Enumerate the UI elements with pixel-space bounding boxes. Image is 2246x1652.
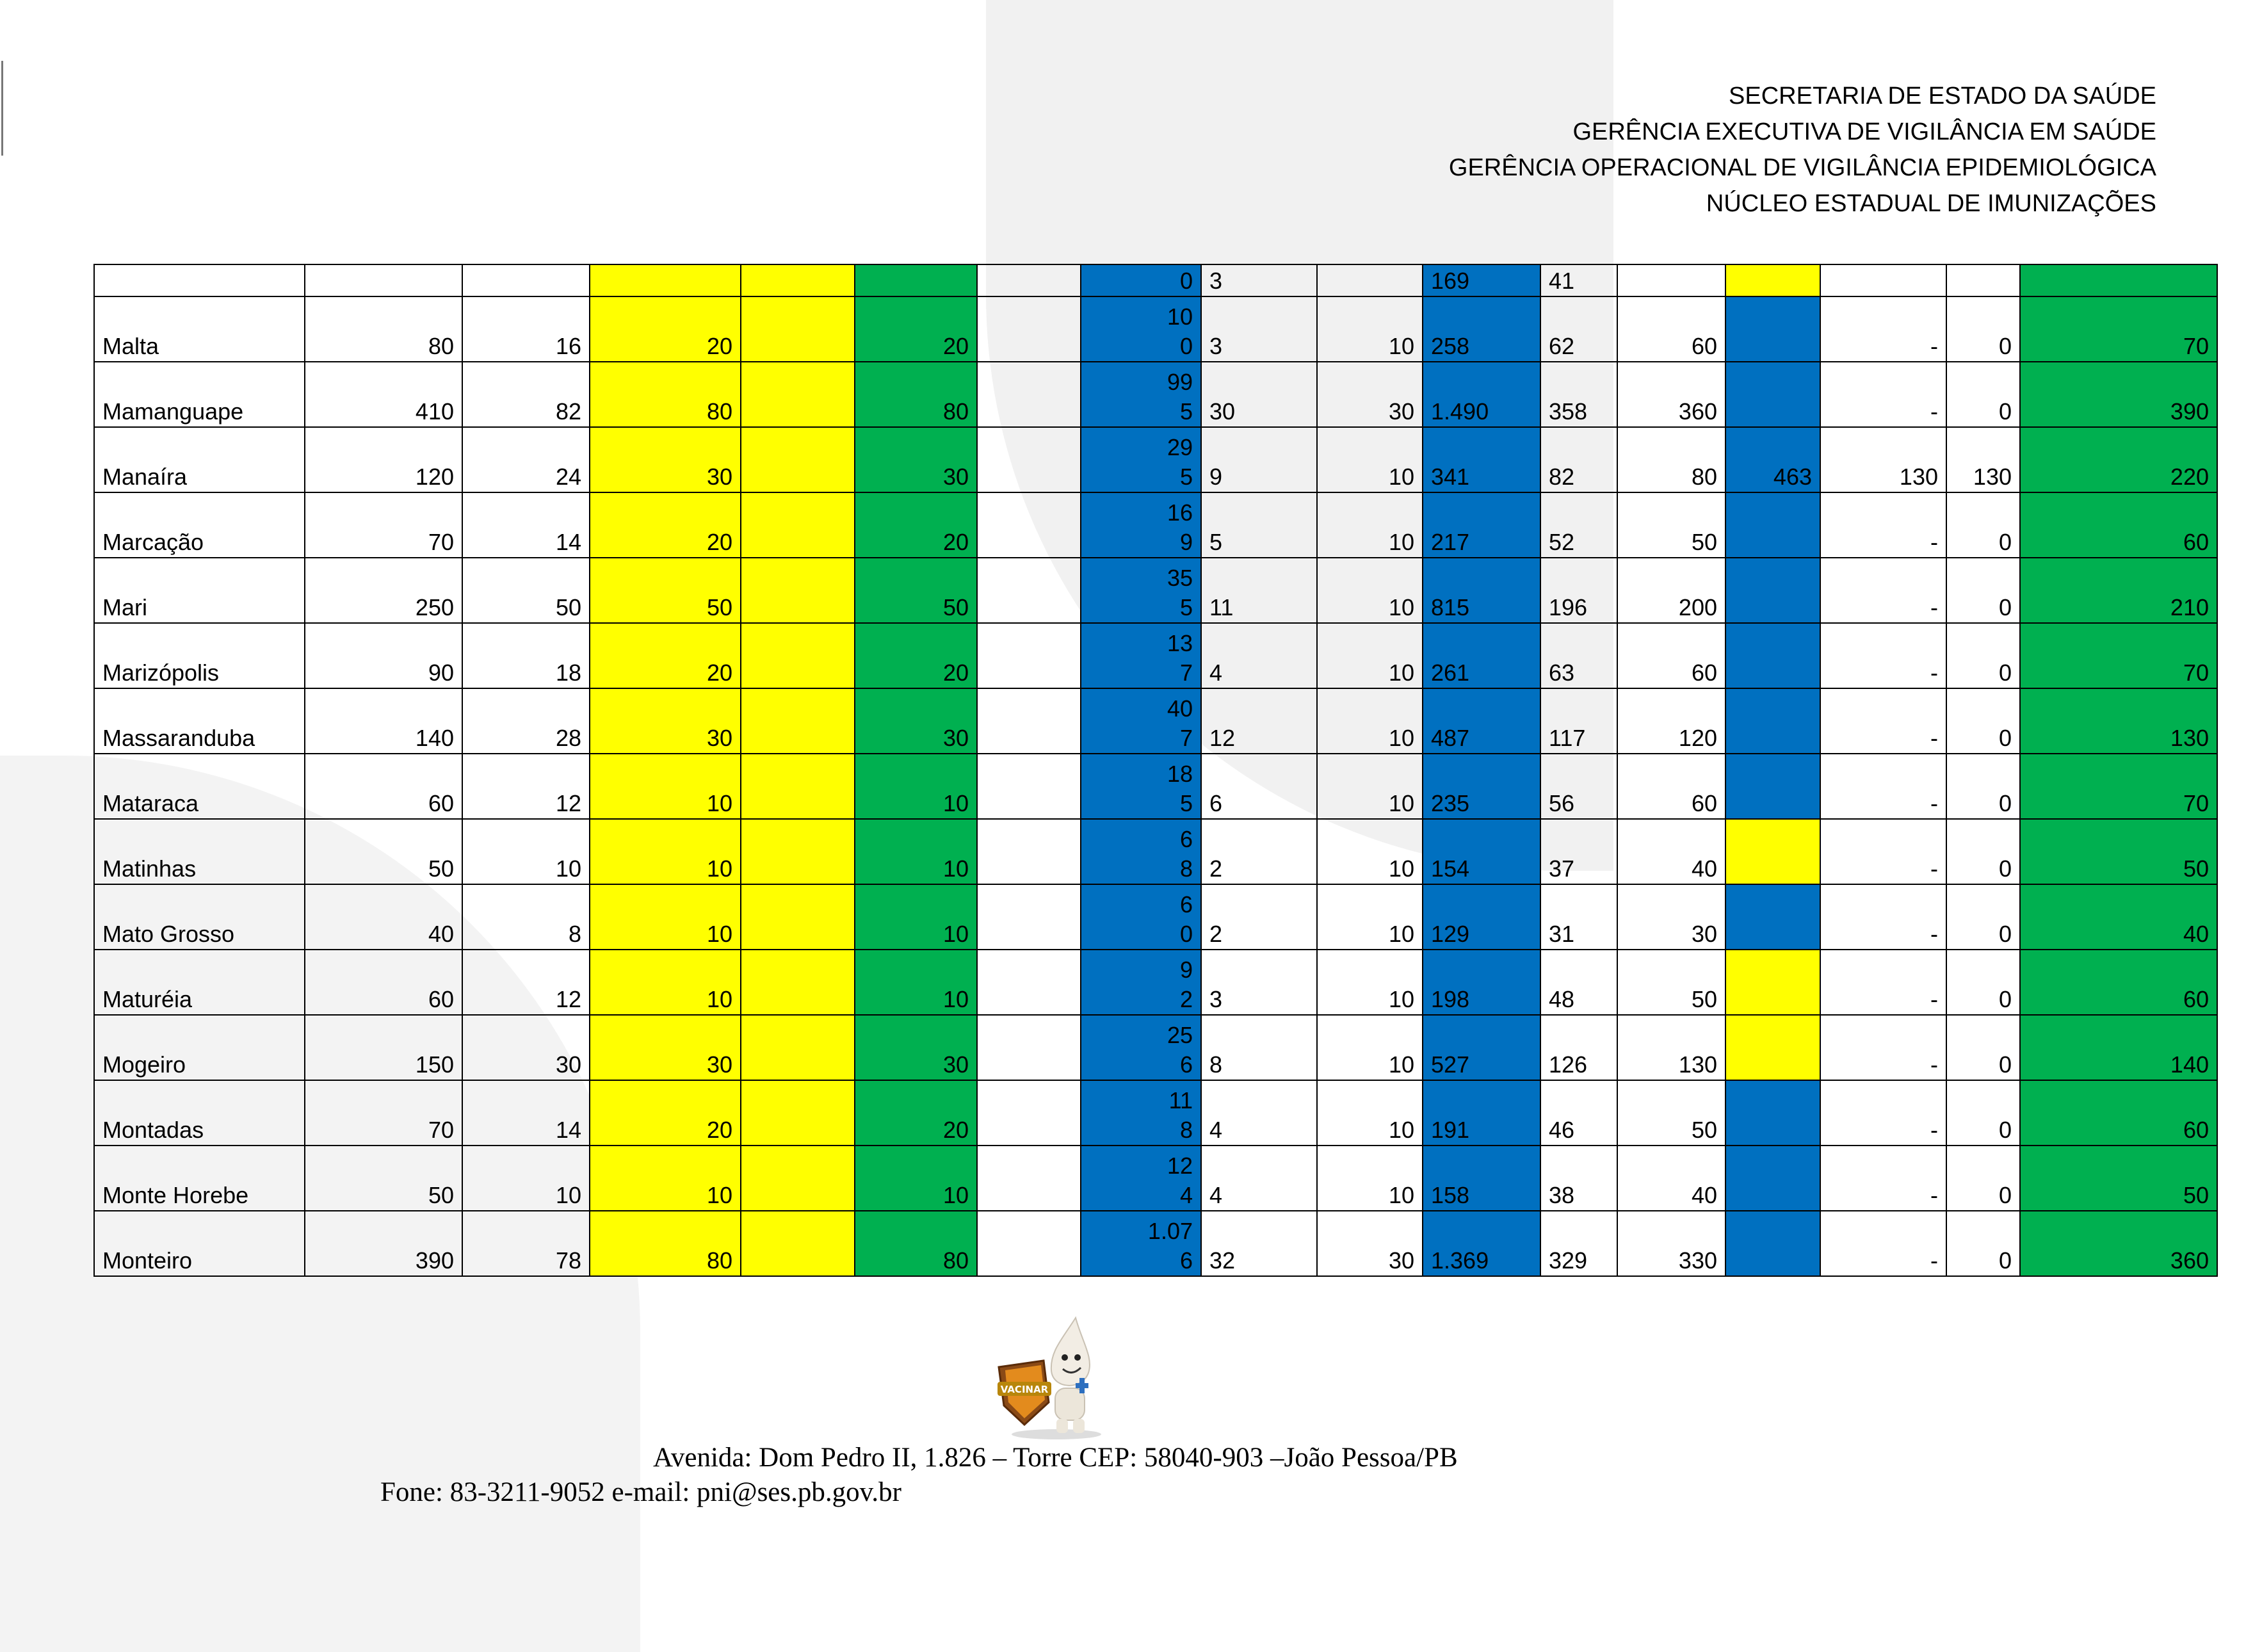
- table-cell: 10: [1317, 427, 1423, 492]
- table-cell: 60: [305, 950, 462, 1015]
- table-cell: 158: [1423, 1146, 1540, 1211]
- table-cell: 37: [1540, 819, 1617, 884]
- table-cell: 527: [1423, 1015, 1540, 1080]
- table-cell: 0: [1946, 754, 2020, 819]
- table-cell: [1725, 362, 1820, 427]
- table-cell: 18 5: [1081, 754, 1201, 819]
- table-cell: [462, 264, 590, 296]
- table-cell: 10: [1317, 492, 1423, 558]
- table-cell: 10: [462, 1146, 590, 1211]
- table-cell: 20: [590, 623, 741, 688]
- table-cell: 40: [1617, 819, 1725, 884]
- table-row: [94, 1015, 2217, 1080]
- table-cell: -: [1820, 362, 1946, 427]
- table-cell: -: [1820, 492, 1946, 558]
- table-cell: [741, 623, 855, 688]
- table-cell: 2: [1201, 884, 1317, 950]
- table-cell: [977, 492, 1081, 558]
- table-cell: -: [1820, 819, 1946, 884]
- municipality-cell: Mato Grosso: [94, 884, 305, 950]
- table-row: [94, 950, 2217, 1015]
- edge-marks: [1, 61, 7, 156]
- table-cell: [305, 264, 462, 296]
- table-cell: 50: [590, 558, 741, 623]
- table-cell: 8: [462, 884, 590, 950]
- table-cell: 10: [590, 754, 741, 819]
- table-row: [94, 1146, 2217, 1211]
- table-cell: 16: [462, 296, 590, 362]
- table-cell: 0: [1946, 1146, 2020, 1211]
- municipality-cell: Mamanguape: [94, 362, 305, 427]
- table-cell: 0: [1946, 688, 2020, 754]
- table-row: [94, 688, 2217, 754]
- table-cell: 18: [462, 623, 590, 688]
- table-cell: 9 2: [1081, 950, 1201, 1015]
- table-cell: 20: [590, 492, 741, 558]
- table-cell: 5: [1201, 492, 1317, 558]
- table-cell: 6: [1201, 754, 1317, 819]
- table-cell: [1725, 1080, 1820, 1146]
- footer-contact: Fone: 83-3211-9052 e-mail: pni@ses.pb.gov.br: [380, 1477, 901, 1507]
- table-cell: 487: [1423, 688, 1540, 754]
- table-cell: 130: [1946, 427, 2020, 492]
- table-cell: [1946, 264, 2020, 296]
- table-cell: 130: [1617, 1015, 1725, 1080]
- table-cell: 196: [1540, 558, 1617, 623]
- table-cell: 80: [855, 1211, 977, 1276]
- table-cell: 70: [2020, 296, 2217, 362]
- table-cell: 14: [462, 492, 590, 558]
- table-cell: 50: [462, 558, 590, 623]
- table-cell: 16 9: [1081, 492, 1201, 558]
- table-cell: -: [1820, 1015, 1946, 1080]
- table-cell: 1.490: [1423, 362, 1540, 427]
- table-cell: 30: [590, 427, 741, 492]
- table-cell: [1317, 264, 1423, 296]
- table-cell: [1725, 754, 1820, 819]
- table-cell: 10: [1317, 1015, 1423, 1080]
- table-cell: 80: [305, 296, 462, 362]
- table-cell: [741, 492, 855, 558]
- table-row: [94, 362, 2217, 427]
- table-cell: 360: [2020, 1211, 2217, 1276]
- table-cell: 0: [1946, 623, 2020, 688]
- table-cell: 24: [462, 427, 590, 492]
- header-line-4: NÚCLEO ESTADUAL DE IMUNIZAÇÕES: [1706, 190, 2156, 217]
- table-cell: 40: [1617, 1146, 1725, 1211]
- table-cell: 60: [2020, 950, 2217, 1015]
- table-cell: 30: [462, 1015, 590, 1080]
- table-cell: [741, 754, 855, 819]
- table-cell: [741, 296, 855, 362]
- table-row: [94, 1211, 2217, 1276]
- table-cell: 8: [1201, 1015, 1317, 1080]
- table-cell: 9: [1201, 427, 1317, 492]
- table-cell: [977, 264, 1081, 296]
- table-cell: 80: [1617, 427, 1725, 492]
- table-cell: 10: [1317, 884, 1423, 950]
- table-cell: 11: [1201, 558, 1317, 623]
- table-cell: 20: [855, 492, 977, 558]
- table-cell: 30: [855, 688, 977, 754]
- table-cell: 10: [855, 950, 977, 1015]
- table-cell: 0: [1946, 1080, 2020, 1146]
- table-cell: [1725, 264, 1820, 296]
- table-cell: 12: [462, 950, 590, 1015]
- table-cell: 0: [1946, 884, 2020, 950]
- table-cell: 28: [462, 688, 590, 754]
- table-cell: [1725, 296, 1820, 362]
- table-cell: 48: [1540, 950, 1617, 1015]
- table-cell: 10: [1317, 950, 1423, 1015]
- table-cell: 30: [1201, 362, 1317, 427]
- table-cell: [977, 558, 1081, 623]
- table-cell: 463: [1725, 427, 1820, 492]
- table-cell: 10: [462, 819, 590, 884]
- table-cell: 10: [1317, 1146, 1423, 1211]
- table-cell: 217: [1423, 492, 1540, 558]
- table-cell: 80: [590, 362, 741, 427]
- table-cell: 200: [1617, 558, 1725, 623]
- table-cell: 10: [590, 950, 741, 1015]
- table-cell: [741, 1146, 855, 1211]
- table-cell: 20: [855, 1080, 977, 1146]
- table-cell: 0: [1946, 1211, 2020, 1276]
- table-cell: -: [1820, 1146, 1946, 1211]
- municipality-cell: Massaranduba: [94, 688, 305, 754]
- municipality-cell: Marcação: [94, 492, 305, 558]
- table-cell: 0: [1946, 1015, 2020, 1080]
- table-cell: 191: [1423, 1080, 1540, 1146]
- table-cell: 129: [1423, 884, 1540, 950]
- table-cell: 20: [855, 296, 977, 362]
- table-cell: 50: [855, 558, 977, 623]
- table-cell: 50: [2020, 819, 2217, 884]
- table-cell: 1.369: [1423, 1211, 1540, 1276]
- table-cell: 60: [1617, 754, 1725, 819]
- table-cell: 390: [305, 1211, 462, 1276]
- table-row: [94, 427, 2217, 492]
- table-cell: 2: [1201, 819, 1317, 884]
- municipality-cell: Mari: [94, 558, 305, 623]
- table-cell: 10: [1317, 1080, 1423, 1146]
- table-cell: 30: [1317, 1211, 1423, 1276]
- table-cell: 60: [2020, 492, 2217, 558]
- table-cell: 70: [305, 492, 462, 558]
- table-cell: 235: [1423, 754, 1540, 819]
- table-cell: [1725, 623, 1820, 688]
- table-cell: 10: [590, 819, 741, 884]
- table-cell: 40 7: [1081, 688, 1201, 754]
- table-cell: 1.07 6: [1081, 1211, 1201, 1276]
- table-cell: [977, 1211, 1081, 1276]
- table-cell: 10: [855, 1146, 977, 1211]
- table-cell: [741, 950, 855, 1015]
- table-cell: 150: [305, 1015, 462, 1080]
- table-cell: 210: [2020, 558, 2217, 623]
- table-cell: 50: [2020, 1146, 2217, 1211]
- table-cell: 12 4: [1081, 1146, 1201, 1211]
- municipality-cell: Matinhas: [94, 819, 305, 884]
- table-cell: -: [1820, 1080, 1946, 1146]
- table-cell: 30: [1317, 362, 1423, 427]
- table-cell: [1725, 558, 1820, 623]
- table-cell: 120: [1617, 688, 1725, 754]
- table-cell: [1725, 1146, 1820, 1211]
- table-cell: 3: [1201, 296, 1317, 362]
- table-cell: 38: [1540, 1146, 1617, 1211]
- table-cell: [741, 1211, 855, 1276]
- table-cell: 126: [1540, 1015, 1617, 1080]
- table-cell: [1725, 1211, 1820, 1276]
- table-cell: 10: [855, 884, 977, 950]
- municipality-cell: Monteiro: [94, 1211, 305, 1276]
- table-cell: 10: [1317, 688, 1423, 754]
- table-row: [94, 819, 2217, 884]
- table-cell: 358: [1540, 362, 1617, 427]
- table-cell: 70: [2020, 623, 2217, 688]
- table-cell: 14: [462, 1080, 590, 1146]
- table-cell: 4: [1201, 623, 1317, 688]
- table-cell: -: [1820, 296, 1946, 362]
- table-cell: [1725, 688, 1820, 754]
- table-cell: -: [1820, 754, 1946, 819]
- table-cell: -: [1820, 688, 1946, 754]
- table-cell: 50: [305, 1146, 462, 1211]
- table-cell: -: [1820, 558, 1946, 623]
- table-cell: 30: [1617, 884, 1725, 950]
- table-cell: 258: [1423, 296, 1540, 362]
- table-cell: [1725, 819, 1820, 884]
- table-cell: 341: [1423, 427, 1540, 492]
- table-cell: 62: [1540, 296, 1617, 362]
- table-cell: [590, 264, 741, 296]
- table-cell: 330: [1617, 1211, 1725, 1276]
- table-cell: 99 5: [1081, 362, 1201, 427]
- table-cell: [1725, 950, 1820, 1015]
- table-cell: 30: [590, 1015, 741, 1080]
- table-cell: 10: [1317, 623, 1423, 688]
- table-cell: 30: [590, 688, 741, 754]
- table-cell: 29 5: [1081, 427, 1201, 492]
- table-cell: 10: [855, 754, 977, 819]
- table-cell: 80: [855, 362, 977, 427]
- footer-address: Avenida: Dom Pedro II, 1.826 – Torre CEP: 58040-903 –João Pessoa/PB: [653, 1443, 1458, 1473]
- table-cell: 20: [590, 296, 741, 362]
- table-cell: [741, 884, 855, 950]
- table-cell: 329: [1540, 1211, 1617, 1276]
- table-row: [94, 558, 2217, 623]
- table-cell: 0: [1946, 362, 2020, 427]
- table-cell: 3: [1201, 950, 1317, 1015]
- table-cell: 40: [2020, 884, 2217, 950]
- table-cell: 60: [1617, 296, 1725, 362]
- table-cell: [977, 950, 1081, 1015]
- table-cell: 70: [2020, 754, 2217, 819]
- table-cell: 117: [1540, 688, 1617, 754]
- municipality-cell: Monte Horebe: [94, 1146, 305, 1211]
- table-cell: [977, 754, 1081, 819]
- table-cell: 41: [1540, 264, 1617, 296]
- header-line-1: SECRETARIA DE ESTADO DA SAÚDE: [1729, 83, 2156, 109]
- table-cell: [977, 427, 1081, 492]
- table-cell: 52: [1540, 492, 1617, 558]
- table-cell: [1820, 264, 1946, 296]
- table-cell: [741, 427, 855, 492]
- data-table: [93, 264, 2218, 1277]
- table-cell: 80: [590, 1211, 741, 1276]
- table-cell: 0: [1946, 950, 2020, 1015]
- table-cell: 169: [1423, 264, 1540, 296]
- table-cell: 35 5: [1081, 558, 1201, 623]
- table-cell: 60: [1617, 623, 1725, 688]
- table-cell: [741, 688, 855, 754]
- table-cell: 120: [305, 427, 462, 492]
- table-cell: 0: [1946, 819, 2020, 884]
- table-cell: 0: [1946, 296, 2020, 362]
- table-cell: 0: [1081, 264, 1201, 296]
- table-cell: [977, 688, 1081, 754]
- table-cell: 140: [2020, 1015, 2217, 1080]
- table-cell: 130: [1820, 427, 1946, 492]
- table-cell: 20: [590, 1080, 741, 1146]
- table-cell: 10: [590, 1146, 741, 1211]
- municipality-cell: Montadas: [94, 1080, 305, 1146]
- municipality-cell: Mataraca: [94, 754, 305, 819]
- table-cell: 10: [1317, 296, 1423, 362]
- table-cell: [1725, 1015, 1820, 1080]
- table-cell: 10: [590, 884, 741, 950]
- table-cell: 30: [855, 427, 977, 492]
- table-cell: [977, 1015, 1081, 1080]
- table-cell: -: [1820, 623, 1946, 688]
- table-cell: [741, 1080, 855, 1146]
- table-cell: 78: [462, 1211, 590, 1276]
- table-cell: 0: [1946, 492, 2020, 558]
- table-cell: [1725, 492, 1820, 558]
- table-cell: [855, 264, 977, 296]
- table-cell: 140: [305, 688, 462, 754]
- table-cell: [741, 264, 855, 296]
- table-cell: 30: [855, 1015, 977, 1080]
- table-cell: 13 7: [1081, 623, 1201, 688]
- table-cell: 60: [2020, 1080, 2217, 1146]
- table-cell: 63: [1540, 623, 1617, 688]
- table-cell: 50: [1617, 492, 1725, 558]
- table-cell: 360: [1617, 362, 1725, 427]
- table-cell: 82: [462, 362, 590, 427]
- table-cell: [977, 1146, 1081, 1211]
- table-cell: 10: [855, 819, 977, 884]
- municipality-cell: Marizópolis: [94, 623, 305, 688]
- table-cell: 50: [305, 819, 462, 884]
- table-row: [94, 1080, 2217, 1146]
- document-header: [1449, 78, 2156, 222]
- table-cell: [741, 558, 855, 623]
- table-row: [94, 492, 2217, 558]
- table-cell: 10: [1317, 558, 1423, 623]
- table-cell: 815: [1423, 558, 1540, 623]
- table-cell: 25 6: [1081, 1015, 1201, 1080]
- table-cell: 32: [1201, 1211, 1317, 1276]
- table-cell: 10 0: [1081, 296, 1201, 362]
- table-cell: 12: [462, 754, 590, 819]
- table-cell: [977, 819, 1081, 884]
- table-cell: 50: [1617, 950, 1725, 1015]
- table-cell: 3: [1201, 264, 1317, 296]
- table-cell: 60: [305, 754, 462, 819]
- table-cell: 10: [1317, 754, 1423, 819]
- table-cell: [2020, 264, 2217, 296]
- table-cell: 4: [1201, 1146, 1317, 1211]
- table-cell: 390: [2020, 362, 2217, 427]
- table-cell: 6 0: [1081, 884, 1201, 950]
- table-cell: 82: [1540, 427, 1617, 492]
- header-line-2: GERÊNCIA EXECUTIVA DE VIGILÂNCIA EM SAÚDE: [1572, 118, 2156, 145]
- table-cell: 0: [1946, 558, 2020, 623]
- vaccination-mascot-logo: [980, 1306, 1120, 1441]
- table-cell: 20: [855, 623, 977, 688]
- table-row: [94, 264, 2217, 296]
- table-cell: 154: [1423, 819, 1540, 884]
- table-cell: [741, 1015, 855, 1080]
- table-cell: [977, 623, 1081, 688]
- table-cell: -: [1820, 884, 1946, 950]
- table-cell: 10: [1317, 819, 1423, 884]
- table-cell: 90: [305, 623, 462, 688]
- table-cell: 6 8: [1081, 819, 1201, 884]
- table-row: [94, 884, 2217, 950]
- table-cell: 250: [305, 558, 462, 623]
- table-cell: 11 8: [1081, 1080, 1201, 1146]
- table-cell: 40: [305, 884, 462, 950]
- svg-text:VACINAR: VACINAR: [1000, 1384, 1049, 1395]
- table-cell: 56: [1540, 754, 1617, 819]
- table-cell: 130: [2020, 688, 2217, 754]
- table-row: [94, 296, 2217, 362]
- table-cell: 31: [1540, 884, 1617, 950]
- table-cell: [1725, 884, 1820, 950]
- table-cell: 70: [305, 1080, 462, 1146]
- municipality-cell: Manaíra: [94, 427, 305, 492]
- table-cell: [977, 1080, 1081, 1146]
- table-cell: [1617, 264, 1725, 296]
- table-cell: 4: [1201, 1080, 1317, 1146]
- table-cell: -: [1820, 1211, 1946, 1276]
- table-cell: 46: [1540, 1080, 1617, 1146]
- table-cell: 261: [1423, 623, 1540, 688]
- table-cell: 220: [2020, 427, 2217, 492]
- table-cell: 410: [305, 362, 462, 427]
- table-cell: [741, 819, 855, 884]
- table-cell: 198: [1423, 950, 1540, 1015]
- table-cell: [977, 362, 1081, 427]
- header-line-3: GERÊNCIA OPERACIONAL DE VIGILÂNCIA EPIDEMIOLÓGICA: [1448, 154, 2156, 181]
- table-cell: [977, 296, 1081, 362]
- table-row: [94, 754, 2217, 819]
- municipality-cell: Malta: [94, 296, 305, 362]
- table-cell: 50: [1617, 1080, 1725, 1146]
- municipality-cell: [94, 264, 305, 296]
- table-cell: 12: [1201, 688, 1317, 754]
- table-cell: [741, 362, 855, 427]
- table-row: [94, 623, 2217, 688]
- municipality-cell: Mogeiro: [94, 1015, 305, 1080]
- municipality-cell: Maturéia: [94, 950, 305, 1015]
- table-cell: -: [1820, 950, 1946, 1015]
- table-cell: [977, 884, 1081, 950]
